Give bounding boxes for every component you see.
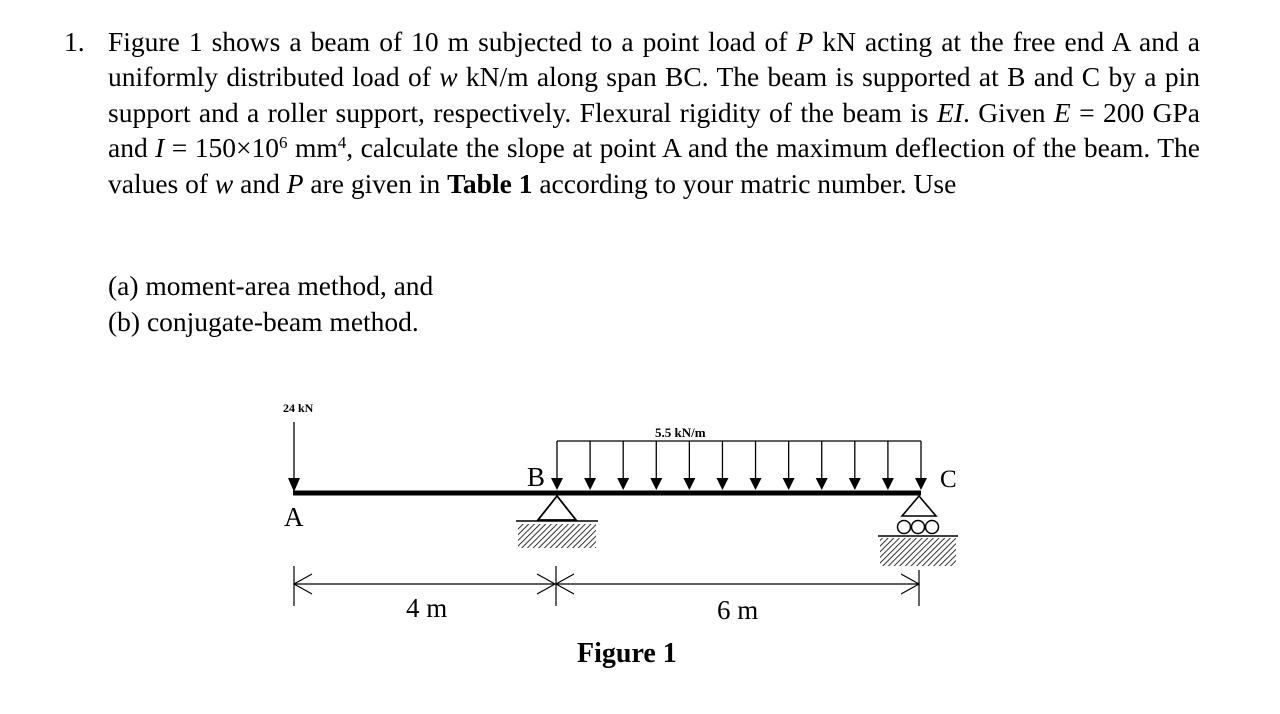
udl-arrow-head [716, 478, 728, 490]
symbol-P: P [796, 26, 814, 57]
symbol-P: P [286, 167, 304, 199]
part-a: (a) moment-area method, and [108, 270, 434, 301]
span-label-AB: 4 m [406, 593, 448, 623]
udl-arrow-head [849, 478, 861, 490]
question-text-segment: according to your matric number. Use [532, 167, 957, 199]
point-label-B: B [527, 462, 546, 492]
symbol-I: I [155, 132, 165, 164]
question-text-segment: = 200 GPa and [108, 96, 1200, 164]
udl-arrow-head [683, 478, 695, 490]
udl-arrow-head [783, 478, 795, 490]
point-label-A: A [284, 502, 304, 532]
udl-arrow-head [551, 478, 563, 490]
question-text-segment: , calculate the slope at point A and the maximum deflection of the beam. The values of [108, 132, 1201, 199]
symbol-EI: EI [937, 96, 963, 128]
table-reference: Table 1 [447, 167, 533, 199]
udl-arrow-head [915, 478, 927, 490]
udl-arrow-head [750, 478, 762, 490]
symbol-w: w [214, 167, 234, 199]
question-text-segment: Figure 1 shows a beam of 10 m subjected to a point load of [108, 26, 797, 57]
udl-label: 5.5 kN/m [655, 425, 706, 440]
udl-arrow-head [650, 478, 662, 490]
point-load-arrow [288, 422, 300, 492]
symbol-w: w [439, 61, 458, 93]
exponent-4: 4 [337, 132, 347, 152]
exponent-6: 6 [279, 132, 288, 152]
udl-arrow-head [816, 478, 828, 490]
part-b: (b) conjugate-beam method. [108, 306, 419, 337]
symbol-E: E [1053, 96, 1071, 128]
udl-arrow-head [882, 478, 894, 490]
question-text-segment: . Given [963, 96, 1054, 128]
point-label-C: C [940, 466, 957, 493]
udl-arrow-head [584, 478, 596, 490]
roller-support-C [878, 496, 958, 566]
span-label-BC: 6 m [717, 595, 759, 625]
figure-caption: Figure 1 [577, 638, 677, 669]
point-load-label: 24 kN [283, 401, 314, 415]
question-text-segment: are given in [303, 167, 448, 199]
question-text-segment: = 150×10 [164, 132, 280, 164]
udl-arrow-head [617, 478, 629, 490]
question-text-segment: kN acting at the free end A and a uniformly distributed load of [108, 26, 1200, 93]
pin-support-B [516, 496, 598, 548]
question-text-segment: mm [287, 132, 338, 164]
question-number: 1. [64, 26, 85, 57]
udl-arrows [551, 441, 927, 490]
question-text-segment: and [233, 167, 287, 199]
question-text-segment: kN/m along span BC. The beam is supported at B and C by a pin support and a roller support, respectively. Flexural rigidity of the beam is [108, 61, 1200, 128]
